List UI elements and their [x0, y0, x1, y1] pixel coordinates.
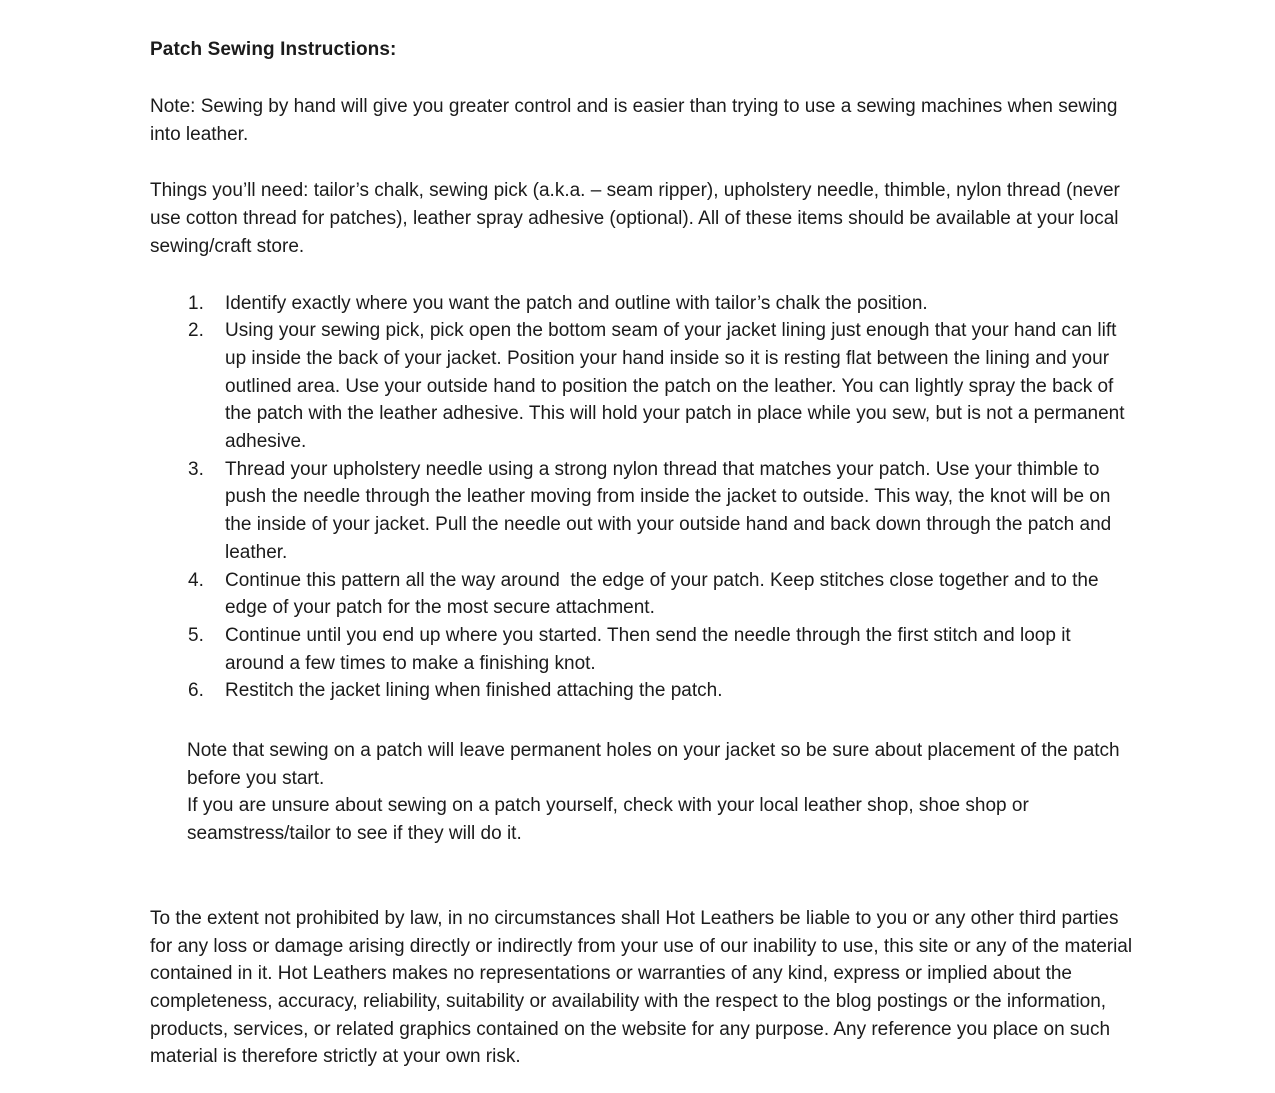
placement-note-paragraph: Note that sewing on a patch will leave permanent holes on your jacket so be sure about placement of the patch before you start.	[187, 740, 1125, 789]
page-title: Patch Sewing Instructions:	[150, 39, 397, 60]
step-text: Continue this pattern all the way around the edge of your patch. Keep stitches close together and to the edge of your patch for the most secure attachment.	[225, 569, 1104, 619]
supplies-paragraph: Things you’ll need: tailor’s chalk, sewing pick (a.k.a. – seam ripper), upholstery needle, thimble, nylon thread (never use cotton thread for patches), leather spray adhesive (optional). All of these items should be available at your local sewing/craft store.	[150, 180, 1126, 257]
step-number: 1.	[188, 292, 204, 314]
disclaimer-paragraph: To the extent not prohibited by law, in no circumstances shall Hot Leathers be liable to you or any other third parties for any loss or damage arising directly or indirectly from your use of our inability to use, this site or any of the material contained in it. Hot Leathers makes no representations or warranties of any kind, express or implied about the completeness, accuracy, reliability, suitability or availability with the respect to the blog postings or the information, products, services, or related graphics contained on the website for any purpose. Any reference you place on such material is therefore strictly at your own risk.	[150, 907, 1138, 1068]
step-number: 6.	[188, 680, 204, 702]
step-text: Thread your upholstery needle using a strong nylon thread that matches your patch. Use your thimble to push the needle through the leather moving from inside the jacket to outside. This way, the knot will be on the inside of your jacket. Pull the needle out with your outside hand and back down through the patch and leather.	[225, 458, 1117, 563]
step-item-4	[150, 567, 1135, 622]
instruction-steps-list	[150, 290, 1135, 706]
step-text: Using your sewing pick, pick open the bottom seam of your jacket lining just enough that your hand can lift up inside the back of your jacket. Position your hand inside so it is resting flat between the lining and your outlined area. Use your outside hand to position the patch on the leather. You can lightly spray the back of the patch with the leather adhesive. This will hold your patch in place while you sew, but is not a permanent adhesive.	[225, 320, 1130, 453]
step-item-3	[150, 456, 1135, 567]
step-item-1	[150, 290, 1135, 318]
step-number: 5.	[188, 624, 204, 646]
step-number: 3.	[188, 458, 204, 480]
step-text: Identify exactly where you want the patch and outline with tailor’s chalk the position.	[225, 292, 928, 314]
step-text: Restitch the jacket lining when finished attaching the patch.	[225, 680, 723, 702]
notes-block	[150, 737, 1135, 848]
step-item-2	[150, 317, 1135, 456]
step-item-6	[150, 677, 1135, 705]
step-number: 2.	[188, 320, 204, 342]
step-item-5	[150, 622, 1135, 677]
intro-note-paragraph: Note: Sewing by hand will give you greater control and is easier than trying to use a sewing machines when sewing into leather.	[150, 96, 1123, 145]
step-text: Continue until you end up where you started. Then send the needle through the first stitch and loop it around a few times to make a finishing knot.	[225, 624, 1076, 674]
step-number: 4.	[188, 569, 204, 591]
professional-help-note-paragraph: If you are unsure about sewing on a patch yourself, check with your local leather shop, shoe shop or seamstress/tailor to see if they will do it.	[187, 795, 1035, 845]
